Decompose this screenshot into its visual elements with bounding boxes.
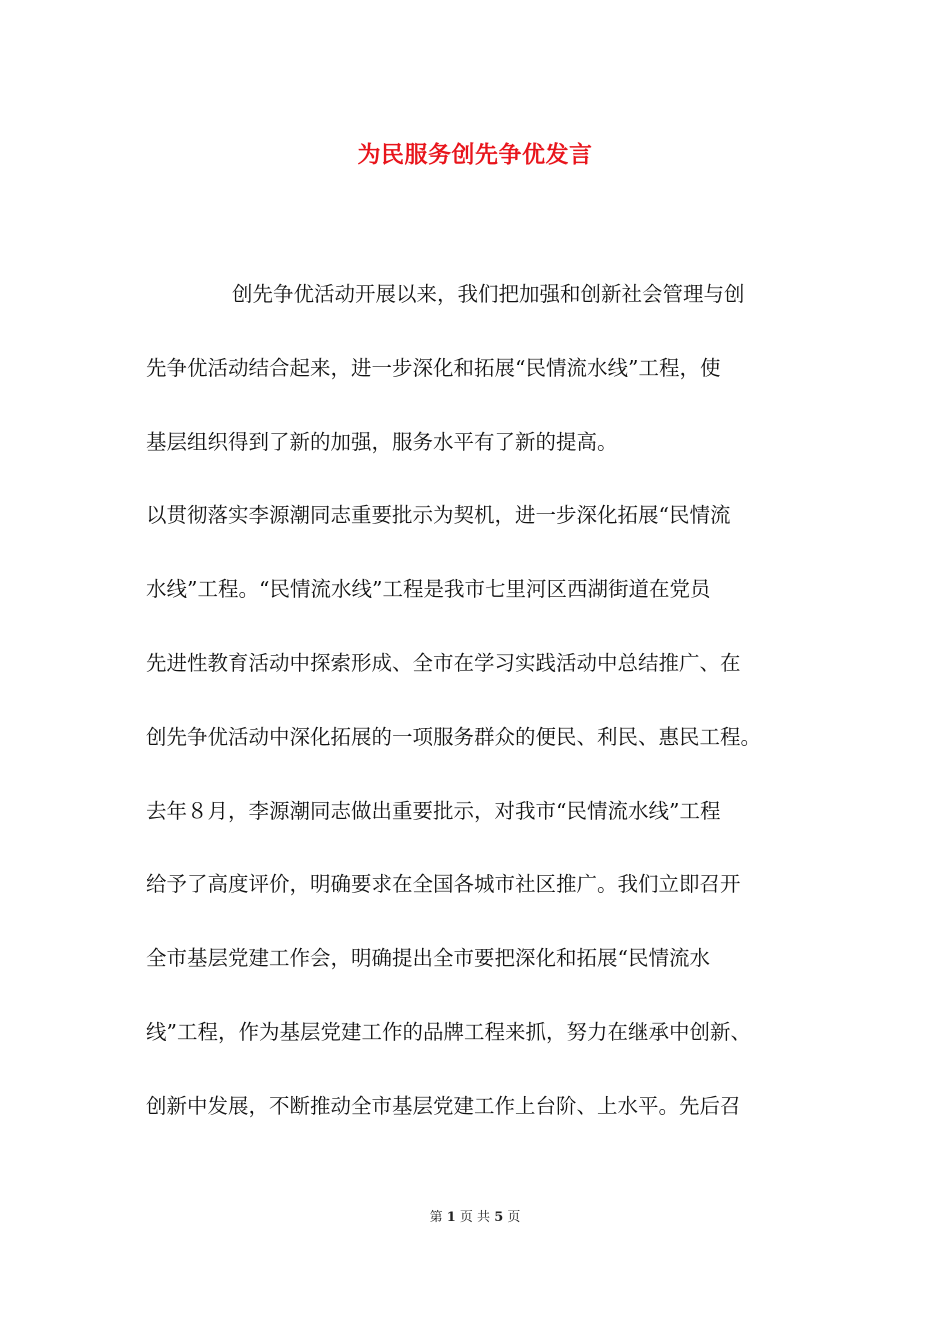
paragraph-line: 以贯彻落实李源潮同志重要批示为契机，进一步深化拓展“民情流 xyxy=(146,503,731,528)
paragraph-line: 创新中发展，不断推动全市基层党建工作上台阶、上水平。先后召 xyxy=(146,1093,741,1118)
footer-middle: 页 共 xyxy=(459,1210,491,1225)
footer-prefix: 第 xyxy=(429,1210,443,1225)
page-number-footer xyxy=(0,1206,950,1225)
total-pages-number: 5 xyxy=(494,1210,504,1225)
paragraph-line: 全市基层党建工作会，明确提出全市要把深化和拓展“民情流水 xyxy=(146,946,710,971)
paragraph-line: 基层组织得到了新的加强，服务水平有了新的提高。 xyxy=(146,429,618,454)
current-page-number: 1 xyxy=(446,1210,456,1225)
paragraph-line: 去年８月，李源潮同志做出重要批示，对我市“民情流水线”工程 xyxy=(146,798,721,823)
paragraph-line: 先争优活动结合起来，进一步深化和拓展“民情流水线”工程，使 xyxy=(146,355,721,380)
paragraph-line: 先进性教育活动中探索形成、全市在学习实践活动中总结推广、在 xyxy=(146,650,741,675)
paragraph-line: 创先争优活动开展以来，我们把加强和创新社会管理与创 xyxy=(232,282,745,306)
paragraph-line: 给予了高度评价，明确要求在全国各城市社区推广。我们立即召开 xyxy=(146,872,741,897)
document-body xyxy=(146,276,826,1162)
document-title: 为民服务创先争优发言 xyxy=(357,141,593,168)
paragraph-line: 创先争优活动中深化拓展的一项服务群众的便民、利民、惠民工程。 xyxy=(146,724,761,749)
footer-suffix: 页 xyxy=(507,1210,521,1225)
paragraph-line: 水线”工程。“民情流水线”工程是我市七里河区西湖街道在党员 xyxy=(146,577,711,602)
paragraph-line: 线”工程，作为基层党建工作的品牌工程来抓，努力在继承中创新、 xyxy=(146,1019,751,1044)
